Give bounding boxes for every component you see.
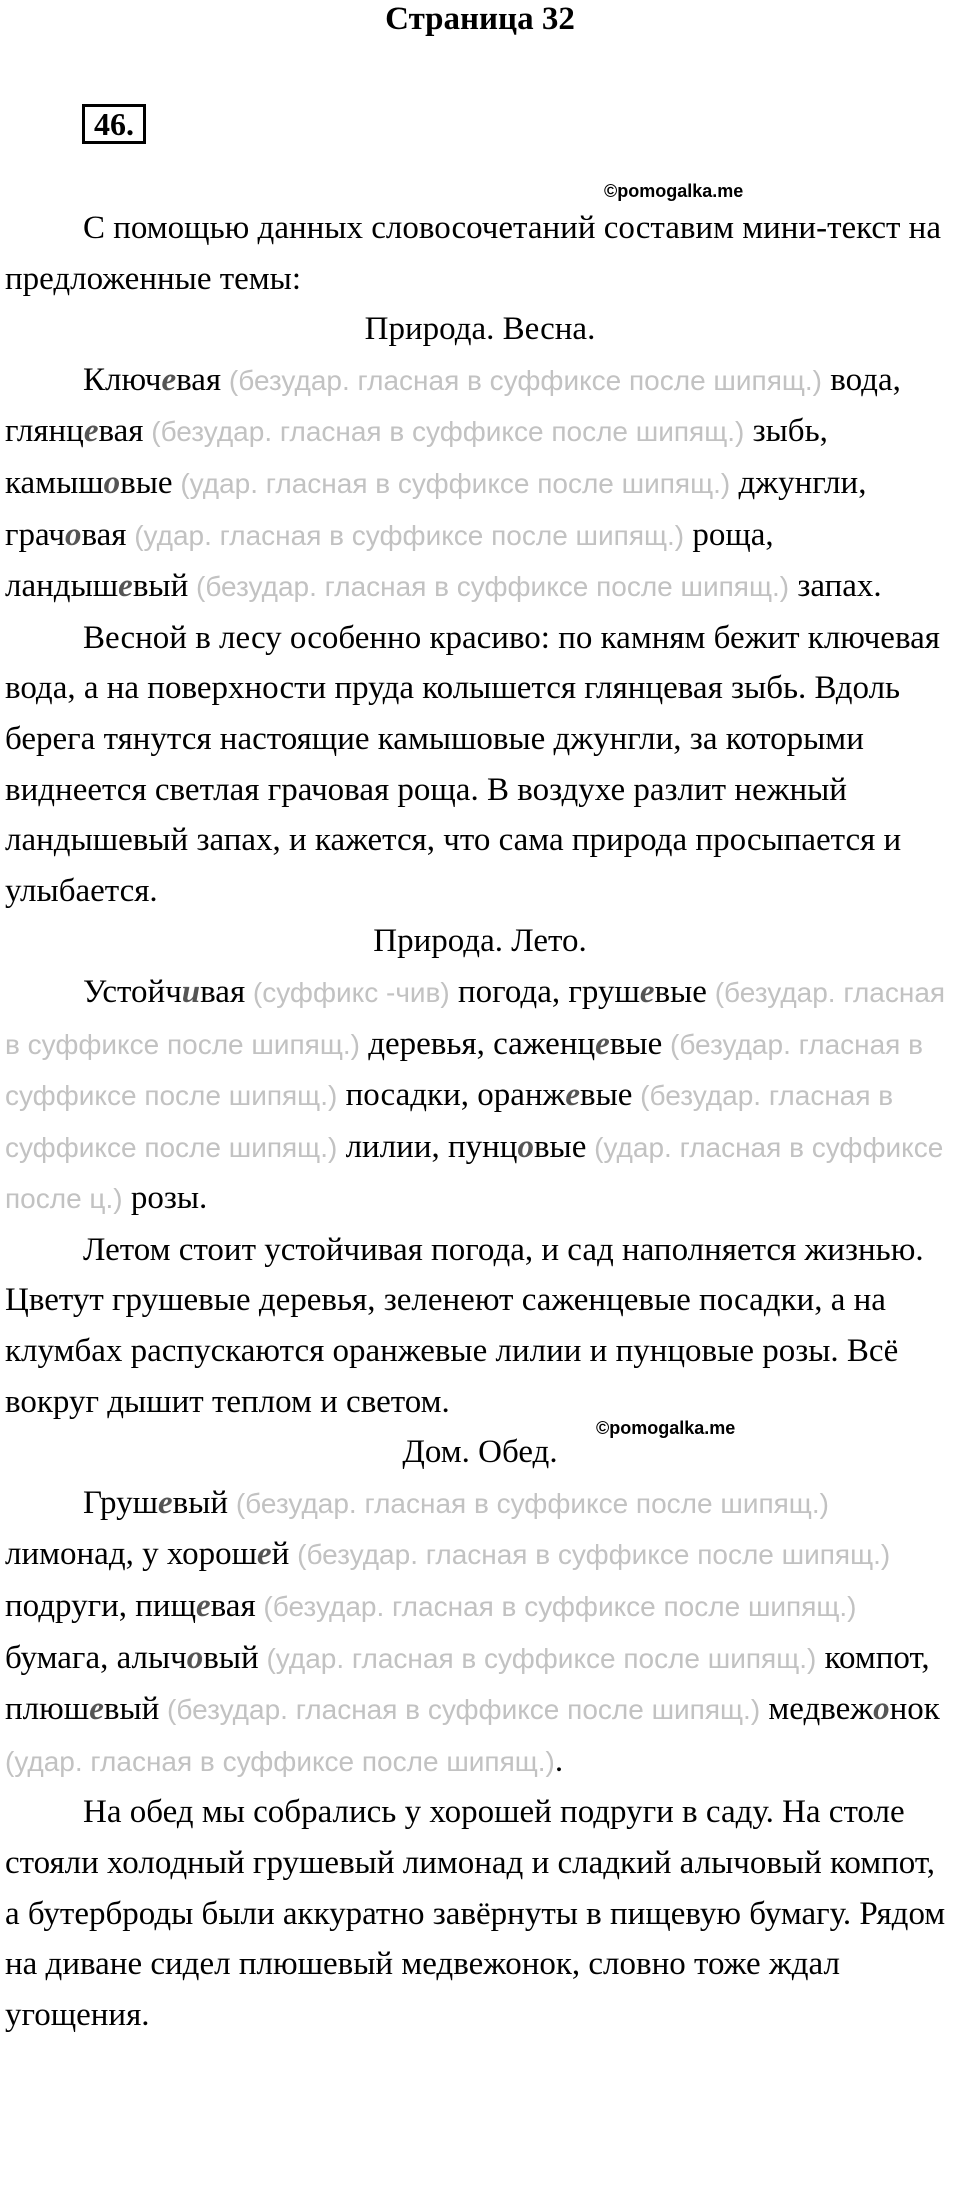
task-number: 46.: [82, 104, 146, 144]
composed-text: На обед мы собрались у хорошей подруги в саду. На столе стояли холодный грушевый лимонад и сладкий алычовый компот, а бутерброды были аккуратно завёрнуты в пищевую бумагу. Рядом на диване сидел плюшевый медвежонок, словно тоже ждал угощения.: [5, 1794, 946, 2033]
exercise-text: [5, 203, 955, 2040]
word-list: Ключевая (безудар. гласная в суффиксе после шипящ.) вода, глянцевая (безудар. гласная в суффиксе после шипящ.) зыбь, камышовые (удар. гласная в суффиксе после шипящ.) джунгли, грачовая (удар. гласная в суффиксе после шипящ.) роща, ландышевый (безудар. гласная в суффиксе после шипящ.) запах.: [5, 361, 901, 605]
intro-paragraph: С помощью данных словосочетаний составим мини-текст на предложенные темы:: [5, 210, 941, 297]
section-title: Природа. Весна.: [364, 311, 596, 348]
watermark: ©pomogalka.me: [596, 1418, 736, 1438]
section-title: Природа. Лето.: [373, 923, 587, 960]
section-title: Дом. Обед.: [402, 1434, 558, 1471]
word-list: Устойчивая (суффикс -чив) погода, грушевые (безудар. гласная в суффиксе после шипящ.) деревья, саженцевые (безудар. гласная в суффиксе после шипящ.) посадки, оранжевые (безудар. гласная в суффиксе после шипящ.) лилии, пунцовые (удар. гласная в суффиксе после ц.) розы.: [5, 973, 946, 1217]
page-title: Страница 32: [385, 1, 575, 37]
composed-text: Летом стоит устойчивая погода, и сад наполняется жизнью. Цветут грушевые деревья, зеленеют саженцевые посадки, а на клумбах распускаются оранжевые лилии и пунцовые розы. Всё вокруг дышит теплом и светом.: [5, 1231, 924, 1420]
word-list: Грушевый (безудар. гласная в суффиксе после шипящ.) лимонад, у хорошей (безудар. гласная в суффиксе после шипящ.) подруги, пищевая (безудар. гласная в суффиксе после шипящ.) бумага, алычовый (удар. гласная в суффиксе после шипящ.) компот, плюшевый (безудар. гласная в суффиксе после шипящ.) медвежонок (удар. гласная в суффиксе после шипящ.).: [5, 1484, 940, 1779]
watermark: ©pomogalka.me: [604, 181, 744, 201]
composed-text: Весной в лесу особенно красиво: по камням бежит ключевая вода, а на поверхности пруда колышется глянцевая зыбь. Вдоль берега тянутся настоящие камышовые джунгли, за которыми виднеется светлая грачовая роща. В воздухе разлит нежный ландышевый запах, и кажется, что сама природа просыпается и улыбается.: [5, 619, 940, 909]
